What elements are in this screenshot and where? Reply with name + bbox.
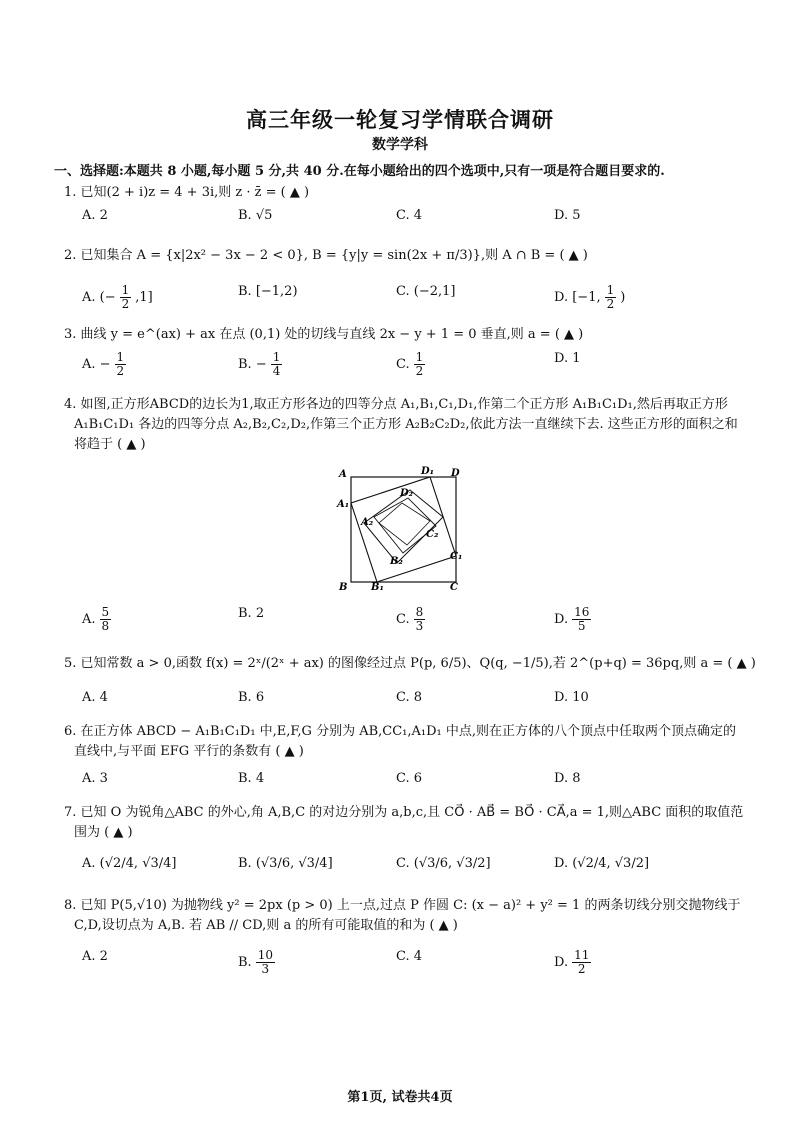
option-c[interactable]: C. 4 (396, 949, 423, 964)
option-a[interactable] (82, 284, 153, 310)
square-inner-1 (374, 498, 436, 553)
question-6-options (82, 771, 742, 801)
option-b[interactable] (238, 351, 282, 377)
option-b[interactable]: B. 4 (238, 771, 265, 786)
square-inner-2 (379, 503, 430, 545)
option-c[interactable]: C. (−2,1] (396, 284, 456, 299)
fraction: $\frac{1}{4}$ (272, 350, 281, 378)
option-a-suffix: ,1] (135, 289, 153, 305)
option-a[interactable]: A. 3 (82, 771, 108, 786)
question-6-stem: 6. 在正方体 ABCD − A₁B₁C₁D₁ 中,E,F,G 分别为 AB,CC₁,A₁D₁ 中点,则在正方体的八个顶点中任取两个顶点确定的直线中,与平面 EFG 平行的条数有 ( ▲ ) (64, 724, 737, 760)
option-d[interactable]: D. (√2/4, √3/2] (554, 856, 650, 871)
option-b[interactable]: B. √5 (238, 208, 273, 223)
option-d-prefix: D. (554, 954, 569, 970)
option-b[interactable]: B. 6 (238, 690, 265, 705)
option-c-prefix: C. (396, 356, 410, 372)
label-b2: B₂ (390, 556, 403, 567)
page-footer: 第1页, 试卷共4页 (347, 1090, 453, 1105)
question-4 (64, 395, 744, 455)
option-d[interactable] (554, 606, 591, 632)
label-d: D (451, 468, 460, 479)
question-4-stem: 4. 如图,正方形ABCD的边长为1,取正方形各边的四等分点 A₁,B₁,C₁,D₁,作第二个正方形 A₁B₁C₁D₁,然后再取正方形 A₁B₁C₁D₁ 各边的四等分点 A₂,B₂,C₂,D₂,作第三个正方形 A₂B₂C₂D₂,依此方法一直继续下去. 这些正方形的面积之和将趋于 ( ▲ ) (64, 397, 738, 453)
option-c[interactable]: C. 6 (396, 771, 423, 786)
question-1-options (82, 208, 742, 238)
option-c[interactable]: C. 4 (396, 208, 423, 223)
option-b[interactable] (238, 949, 275, 975)
question-3 (64, 325, 754, 345)
question-7-stem: 7. 已知 O 为锐角△ABC 的外心,角 A,B,C 的对边分别为 a,b,c,且 CO⃗ · AB⃗ = BO⃗ · CA⃗,a = 1,则△ABC 面积的取值范围为 ( ▲ ) (64, 805, 744, 841)
label-d2: D₂ (400, 488, 414, 499)
option-a[interactable] (82, 351, 126, 377)
question-8-stem: 8. 已知 P(5,√10) 为抛物线 y² = 2px (p > 0) 上一点,过点 P 作圆 C: (x − a)² + y² = 1 的两条切线分别交抛物线于 C,D,设切点为 A,B. 若 AB // CD,则 a 的所有可能取值的和为 ( ▲ ) (64, 898, 741, 934)
question-2-stem: 2. 已知集合 A = {x|2x² − 3x − 2 < 0}, B = {y|y = sin(2x + π/3)},则 A ∩ B = ( ▲ ) (64, 248, 588, 263)
option-d[interactable]: D. 1 (554, 351, 581, 366)
question-1-stem: 1. 已知(2 + i)z = 4 + 3i,则 z · z̄ = ( ▲ ) (64, 185, 310, 200)
option-d[interactable] (554, 949, 591, 975)
question-6 (64, 722, 744, 762)
fraction: $\frac{1}{2}$ (606, 283, 615, 311)
option-a[interactable]: A. (√2/4, √3/4] (82, 856, 177, 871)
fraction: $\frac{1}{2}$ (116, 350, 125, 378)
question-5-options (82, 690, 742, 720)
question-3-stem: 3. 曲线 y = e^(ax) + ax 在点 (0,1) 处的切线与直线 2x − y + 1 = 0 垂直,则 a = ( ▲ ) (64, 327, 584, 342)
option-b[interactable]: B. [−1,2) (238, 284, 298, 299)
option-c[interactable]: C. 8 (396, 690, 423, 705)
question-7-options (82, 856, 742, 886)
question-8-options (82, 949, 742, 979)
option-c[interactable] (396, 351, 425, 377)
fraction: $\frac{10}{3}$ (257, 948, 273, 976)
question-2 (64, 246, 754, 266)
label-c: C (450, 582, 458, 593)
option-a[interactable]: A. 2 (82, 949, 108, 964)
option-b[interactable]: B. 2 (238, 606, 265, 621)
label-a: A (339, 469, 347, 480)
option-d-prefix: D. (554, 611, 569, 627)
section-heading: 一、选择题:本题共 8 小题,每小题 5 分,共 40 分.在每小题给出的四个选项中,只有一项是符合题目要求的. (54, 164, 665, 179)
question-2-options (82, 284, 742, 314)
nested-squares-figure (333, 463, 473, 593)
question-1 (64, 183, 754, 203)
question-4-options (82, 606, 742, 636)
option-d-prefix: D. [−1, (554, 289, 601, 305)
label-b1: B₁ (371, 582, 384, 593)
label-a1: A₁ (337, 499, 350, 510)
label-c2: C₂ (426, 529, 439, 540)
fraction: $\frac{1}{2}$ (121, 283, 130, 311)
option-b[interactable]: B. (√3/6, √3/4] (238, 856, 333, 871)
option-a[interactable]: A. 2 (82, 208, 108, 223)
label-d1: D₁ (421, 466, 435, 477)
option-c[interactable]: C. (√3/6, √3/2] (396, 856, 491, 871)
label-a2: A₂ (361, 517, 374, 528)
exam-subtitle: 数学学科 (372, 137, 428, 153)
option-a-prefix: A. − (82, 356, 111, 372)
fraction: $\frac{1}{2}$ (415, 350, 424, 378)
fraction: $\frac{16}{5}$ (574, 605, 590, 633)
label-b: B (339, 582, 348, 593)
option-d[interactable]: D. 5 (554, 208, 581, 223)
question-7 (64, 803, 744, 843)
option-a-prefix: A. (82, 611, 96, 627)
option-d[interactable] (554, 284, 625, 310)
option-a[interactable]: A. 4 (82, 690, 108, 705)
option-a[interactable] (82, 606, 111, 632)
fraction: $\frac{11}{2}$ (574, 948, 590, 976)
option-b-prefix: B. − (238, 356, 267, 372)
fraction: $\frac{8}{3}$ (415, 605, 424, 633)
question-8 (64, 896, 744, 936)
option-b-prefix: B. (238, 954, 252, 970)
exam-title: 高三年级一轮复习学情联合调研 (246, 107, 554, 132)
option-d-suffix: ) (620, 289, 626, 305)
option-a-prefix: A. (− (82, 289, 116, 305)
option-d[interactable]: D. 8 (554, 771, 581, 786)
question-5 (64, 654, 754, 674)
option-d[interactable]: D. 10 (554, 690, 589, 705)
label-c1: C₁ (450, 551, 463, 562)
fraction: $\frac{5}{8}$ (101, 605, 110, 633)
option-c[interactable] (396, 606, 425, 632)
question-5-stem: 5. 已知常数 a > 0,函数 f(x) = 2ˣ/(2ˣ + ax) 的图像经过点 P(p, 6/5)、Q(q, −1/5),若 2^(p+q) = 36pq,则 a = ( ▲ ) (64, 656, 756, 671)
option-c-prefix: C. (396, 611, 410, 627)
question-3-options (82, 351, 742, 381)
